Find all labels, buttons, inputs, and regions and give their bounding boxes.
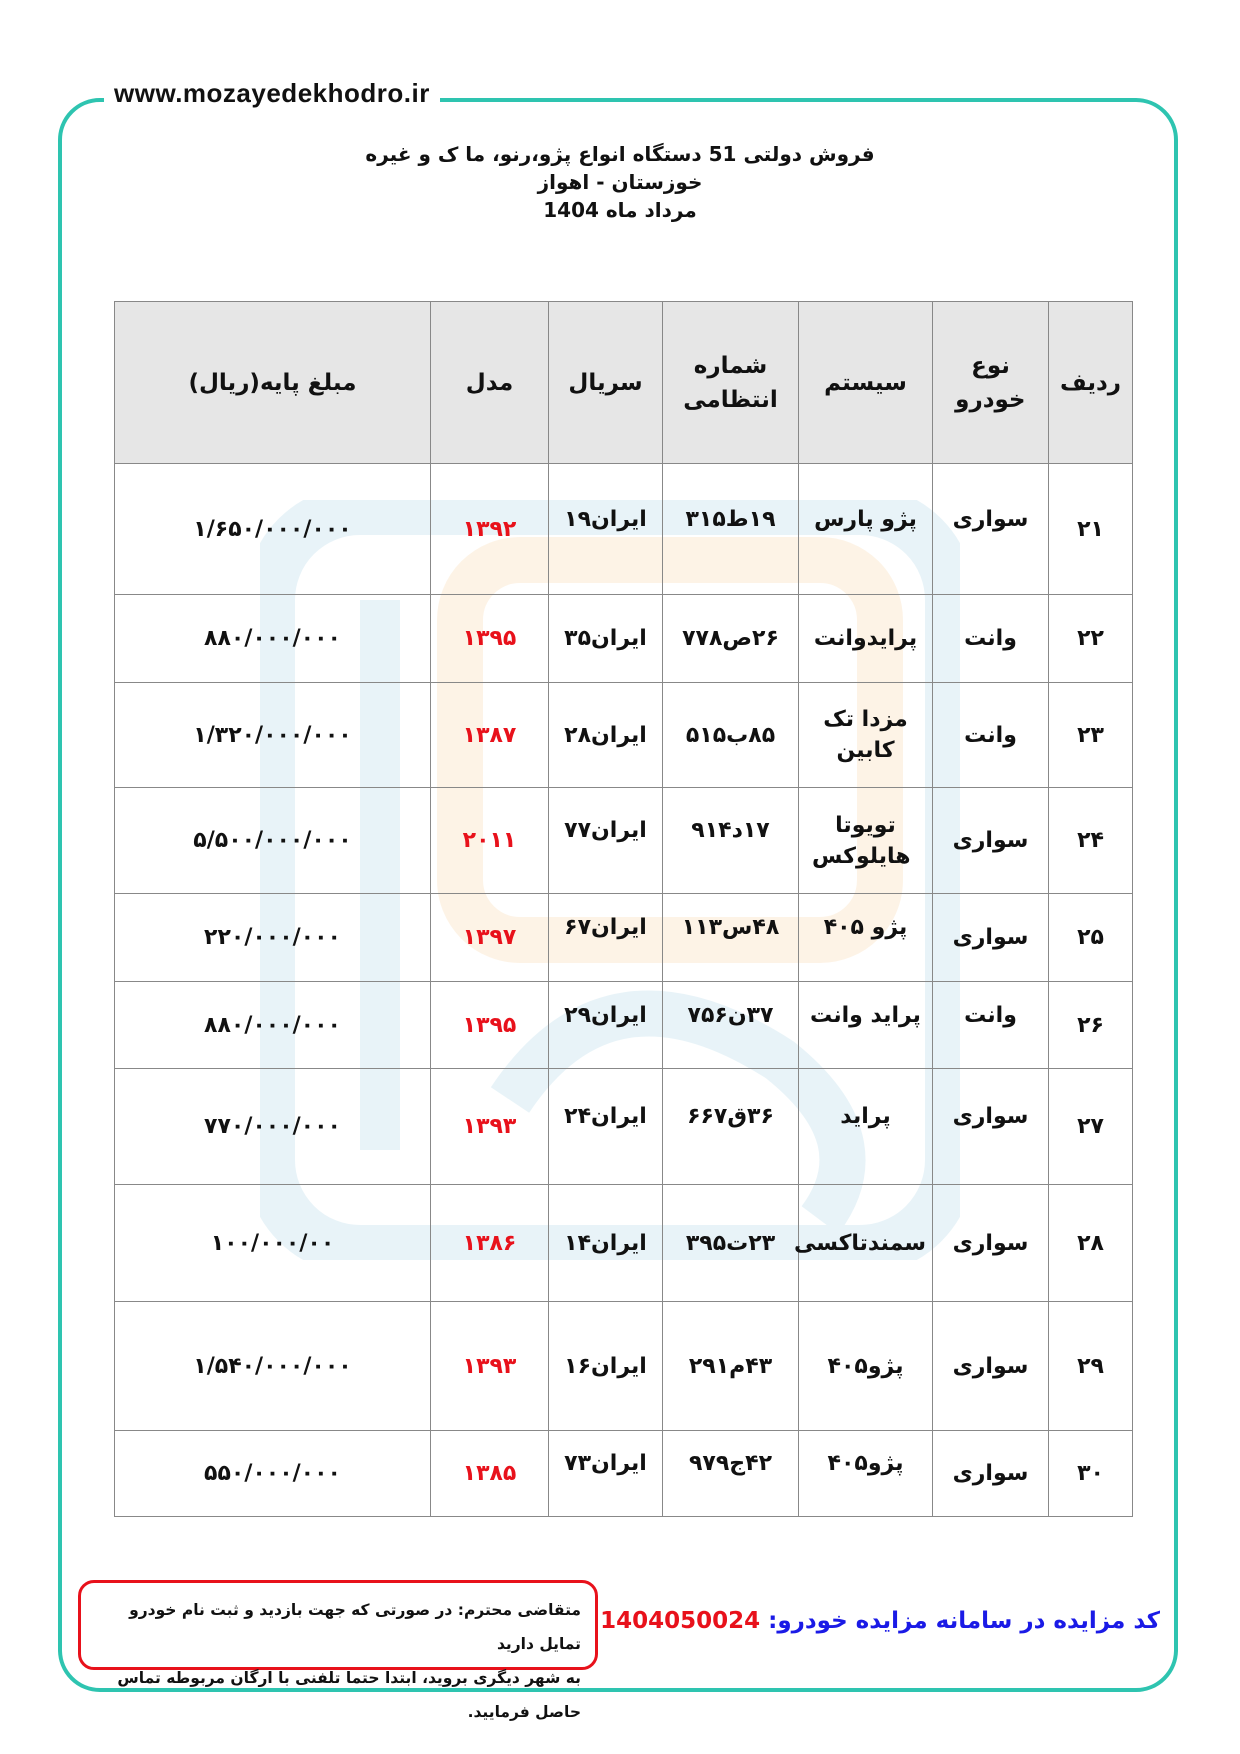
row-index: ۲۸ xyxy=(1049,1185,1133,1302)
row-plate-text: ۳۷ن۷۵۶ xyxy=(687,1002,774,1028)
title-line-2: خوزستان - اهواز xyxy=(537,170,703,194)
row-type-text: سواری xyxy=(952,1104,1029,1129)
col-header-type xyxy=(933,302,1049,464)
row-system xyxy=(799,1431,933,1517)
col-header-model: مدل xyxy=(431,302,549,464)
row-type xyxy=(933,1069,1049,1185)
row-price: ۵۵۰/۰۰۰/۰۰۰ xyxy=(115,1431,431,1517)
row-serial: ایران۳۵ xyxy=(549,595,663,683)
row-system-text: پژو پارس xyxy=(814,506,917,532)
row-serial xyxy=(549,982,663,1069)
row-type: سواری xyxy=(933,1302,1049,1431)
row-system xyxy=(799,683,933,788)
row-plate xyxy=(663,788,799,894)
row-price: ۷۷۰/۰۰۰/۰۰۰ xyxy=(115,1069,431,1185)
row-price: ۱۰۰/۰۰۰/۰۰ xyxy=(115,1185,431,1302)
row-plate xyxy=(663,894,799,982)
row-model: ۱۳۸۶ xyxy=(431,1185,549,1302)
row-serial xyxy=(549,894,663,982)
table-row xyxy=(115,595,1133,683)
row-type: سواری xyxy=(933,1185,1049,1302)
auction-code-value: 1404050024 xyxy=(600,1608,761,1634)
row-model: ۱۳۹۵ xyxy=(431,595,549,683)
table-row xyxy=(115,1302,1133,1431)
row-system xyxy=(799,1069,933,1185)
row-system xyxy=(799,464,933,595)
document-header xyxy=(300,140,940,224)
auction-code-label: کد مزایده در سامانه مزایده خودرو: xyxy=(768,1608,1160,1634)
row-model: ۱۳۹۷ xyxy=(431,894,549,982)
row-system xyxy=(799,788,933,894)
table-row xyxy=(115,982,1133,1069)
row-serial-text: ایران۱۹ xyxy=(564,506,647,532)
row-model: ۱۳۹۳ xyxy=(431,1069,549,1185)
row-index: ۲۵ xyxy=(1049,894,1133,982)
table-row xyxy=(115,1185,1133,1302)
vehicles-table xyxy=(114,301,1133,1517)
row-system-text: پراید xyxy=(840,1104,891,1129)
row-serial-text: ایران۷۳ xyxy=(564,1451,647,1476)
row-system xyxy=(799,894,933,982)
col-header-index: ردیف xyxy=(1049,302,1133,464)
row-index: ۲۷ xyxy=(1049,1069,1133,1185)
row-plate-text: ۱۹ط۳۱۵ xyxy=(685,506,776,532)
row-price: ۵/۵۰۰/۰۰۰/۰۰۰ xyxy=(115,788,431,894)
title-line-1: فروش دولتی 51 دستگاه انواع پژو،رنو، ما ک و غیره xyxy=(365,142,875,166)
row-type: وانت xyxy=(933,683,1049,788)
row-plate xyxy=(663,464,799,595)
row-plate xyxy=(663,1431,799,1517)
table-row xyxy=(115,894,1133,982)
row-model: ۱۳۸۵ xyxy=(431,1431,549,1517)
row-serial xyxy=(549,1431,663,1517)
site-url: www.mozayedekhodro.ir xyxy=(104,78,440,109)
row-system: پژو۴۰۵ xyxy=(799,1302,933,1431)
row-model: ۱۳۹۵ xyxy=(431,982,549,1069)
row-index: ۳۰ xyxy=(1049,1431,1133,1517)
table-header-row xyxy=(115,302,1133,464)
row-model: ۱۳۹۳ xyxy=(431,1302,549,1431)
row-type xyxy=(933,982,1049,1069)
col-header-plate-label: شماره انتظامی xyxy=(683,352,778,413)
row-serial-text: ایران۷۷ xyxy=(564,818,647,843)
row-serial: ایران۱۴ xyxy=(549,1185,663,1302)
col-header-plate xyxy=(663,302,799,464)
row-system-text: پراید وانت xyxy=(810,1002,921,1028)
col-header-type-label: نوع خودرو xyxy=(955,352,1026,413)
row-price: ۱/۳۲۰/۰۰۰/۰۰۰ xyxy=(115,683,431,788)
row-system: سمندتاکسی xyxy=(799,1185,933,1302)
auction-code xyxy=(600,1608,1160,1634)
row-index: ۲۶ xyxy=(1049,982,1133,1069)
row-plate xyxy=(663,1069,799,1185)
row-serial-text: ایران۲۹ xyxy=(564,1002,647,1028)
row-plate xyxy=(663,982,799,1069)
row-price: ۲۲۰/۰۰۰/۰۰۰ xyxy=(115,894,431,982)
row-serial xyxy=(549,464,663,595)
row-model: ۱۳۸۷ xyxy=(431,683,549,788)
notice-line-2: به شهر دیگری بروید، ابتدا حتما تلفنی با ارگان مربوطه تماس حاصل فرمایید. xyxy=(117,1669,581,1721)
table-row xyxy=(115,1069,1133,1185)
row-type-text: وانت xyxy=(964,1002,1017,1028)
col-header-serial: سریال xyxy=(549,302,663,464)
row-type-text: سواری xyxy=(952,506,1029,532)
row-serial-text: ایران۶۷ xyxy=(564,915,647,940)
row-price: ۸۸۰/۰۰۰/۰۰۰ xyxy=(115,595,431,683)
row-index: ۲۱ xyxy=(1049,464,1133,595)
row-serial: ایران۱۶ xyxy=(549,1302,663,1431)
table-row xyxy=(115,464,1133,595)
row-plate-text: ۱۷د۹۱۴ xyxy=(691,818,770,843)
row-system-text: مزدا تک کابین xyxy=(823,707,908,763)
row-plate: ۲۶ص۷۷۸ xyxy=(663,595,799,683)
row-serial xyxy=(549,788,663,894)
row-index: ۲۳ xyxy=(1049,683,1133,788)
notice-line-1: متقاضی محترم: در صورتی که جهت بازدید و ثبت نام خودرو تمایل دارید xyxy=(129,1601,581,1653)
row-price: ۱/۶۵۰/۰۰۰/۰۰۰ xyxy=(115,464,431,595)
row-system-text: پژو ۴۰۵ xyxy=(823,915,908,940)
row-type: سواری xyxy=(933,1431,1049,1517)
row-plate: ۸۵ب۵۱۵ xyxy=(663,683,799,788)
row-system: پرایدوانت xyxy=(799,595,933,683)
row-type: سواری xyxy=(933,894,1049,982)
row-price: ۱/۵۴۰/۰۰۰/۰۰۰ xyxy=(115,1302,431,1431)
row-serial xyxy=(549,1069,663,1185)
row-serial-text: ایران۲۴ xyxy=(564,1104,647,1129)
row-system-text: پژو۴۰۵ xyxy=(827,1451,904,1476)
col-header-system: سیستم xyxy=(799,302,933,464)
row-index: ۲۴ xyxy=(1049,788,1133,894)
row-type: وانت xyxy=(933,595,1049,683)
row-index: ۲۹ xyxy=(1049,1302,1133,1431)
row-model: ۲۰۱۱ xyxy=(431,788,549,894)
row-index: ۲۲ xyxy=(1049,595,1133,683)
table-row xyxy=(115,788,1133,894)
row-plate: ۴۳م۲۹۱ xyxy=(663,1302,799,1431)
table-row xyxy=(115,683,1133,788)
col-header-price: مبلغ پایه(ریال) xyxy=(115,302,431,464)
row-type xyxy=(933,464,1049,595)
table-row xyxy=(115,1431,1133,1517)
row-system xyxy=(799,982,933,1069)
row-plate-text: ۴۲ج۹۷۹ xyxy=(688,1451,772,1476)
row-price: ۸۸۰/۰۰۰/۰۰۰ xyxy=(115,982,431,1069)
notice-box xyxy=(78,1580,598,1721)
row-model: ۱۳۹۲ xyxy=(431,464,549,595)
title-line-3: مرداد ماه 1404 xyxy=(543,198,697,222)
row-serial: ایران۲۸ xyxy=(549,683,663,788)
row-type: سواری xyxy=(933,788,1049,894)
row-plate-text: ۴۸س۱۱۳ xyxy=(681,915,780,940)
row-plate-text: ۳۶ق۶۶۷ xyxy=(687,1104,774,1129)
row-plate: ۲۳ت۳۹۵ xyxy=(663,1185,799,1302)
row-system-text: تویوتا هایلوکس xyxy=(812,812,911,869)
